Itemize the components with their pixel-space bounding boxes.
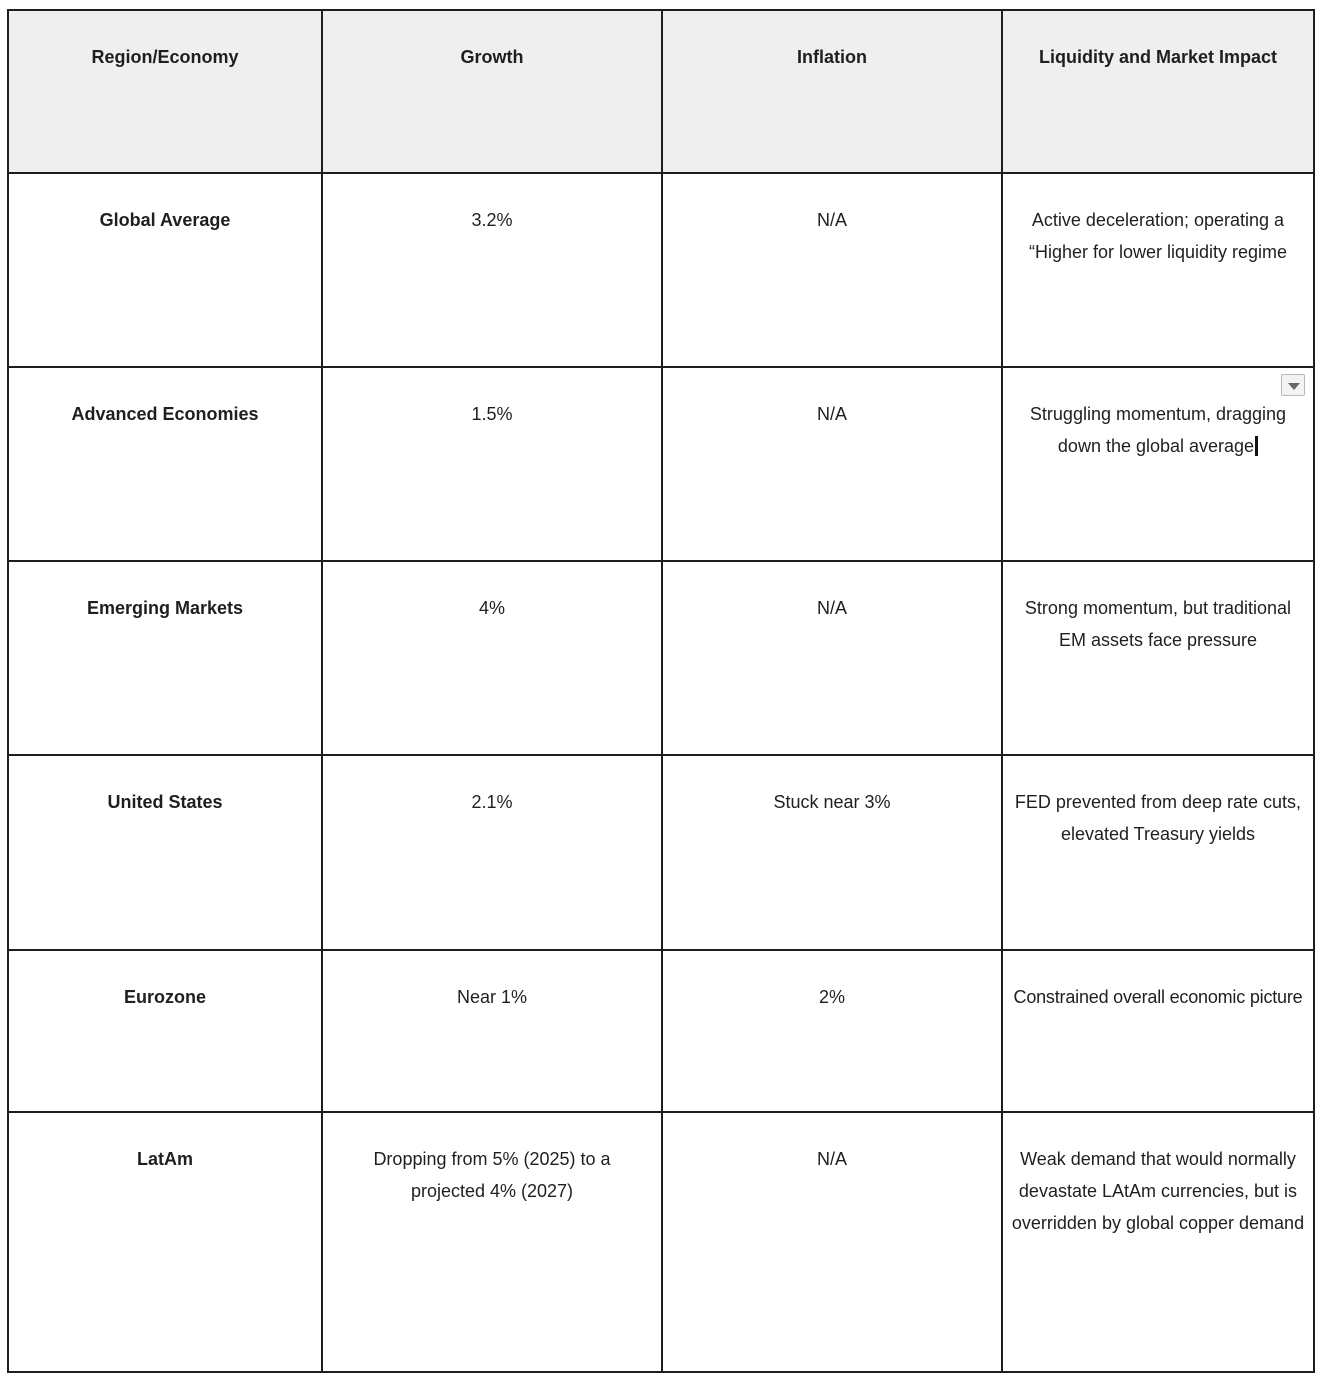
cell-liquidity[interactable]: FED prevented from deep rate cuts, elevated Treasury yields (1002, 755, 1314, 950)
header-row (8, 10, 1314, 173)
cell-inflation[interactable]: N/A (662, 367, 1002, 561)
header-inflation[interactable]: Inflation (662, 10, 1002, 173)
chevron-down-icon (1288, 383, 1300, 390)
cell-liquidity[interactable]: Weak demand that would normally devastate LAtAm currencies, but is overridden by global copper demand (1002, 1112, 1314, 1372)
cell-inflation[interactable]: N/A (662, 173, 1002, 367)
header-growth[interactable]: Growth (322, 10, 662, 173)
table-row (8, 173, 1314, 367)
cell-region[interactable]: Advanced Economies (8, 367, 322, 561)
cell-growth[interactable]: Near 1% (322, 950, 662, 1112)
cell-liquidity[interactable]: Constrained overall economic picture (1002, 950, 1314, 1112)
cell-growth[interactable]: Dropping from 5% (2025) to a projected 4% (2027) (322, 1112, 662, 1372)
cell-inflation[interactable]: Stuck near 3% (662, 755, 1002, 950)
cell-region[interactable]: Emerging Markets (8, 561, 322, 755)
cell-liquidity[interactable]: Strong momentum, but traditional EM assets face pressure (1002, 561, 1314, 755)
cell-growth[interactable]: 2.1% (322, 755, 662, 950)
cell-dropdown-button[interactable] (1281, 374, 1305, 396)
cell-inflation[interactable]: N/A (662, 561, 1002, 755)
cell-liquidity[interactable]: Active deceleration; operating a “Higher for lower liquidity regime (1002, 173, 1314, 367)
cell-growth[interactable]: 3.2% (322, 173, 662, 367)
cell-inflation[interactable]: N/A (662, 1112, 1002, 1372)
text-cursor (1255, 436, 1258, 456)
cell-growth[interactable]: 1.5% (322, 367, 662, 561)
table-row (8, 367, 1314, 561)
cell-inflation[interactable]: 2% (662, 950, 1002, 1112)
table-row (8, 561, 1314, 755)
table-row (8, 950, 1314, 1112)
table-row (8, 1112, 1314, 1372)
cell-liquidity-active[interactable] (1002, 367, 1314, 561)
cell-region[interactable]: United States (8, 755, 322, 950)
header-region[interactable]: Region/Economy (8, 10, 322, 173)
cell-growth[interactable]: 4% (322, 561, 662, 755)
cell-region[interactable]: Global Average (8, 173, 322, 367)
macro-outlook-table (7, 9, 1315, 1373)
cell-region[interactable]: Eurozone (8, 950, 322, 1112)
table-row (8, 755, 1314, 950)
active-cell-wrap (1009, 398, 1307, 462)
cell-liquidity-text: Struggling momentum, dragging down the global average (1029, 404, 1287, 456)
header-liquidity[interactable]: Liquidity and Market Impact (1002, 10, 1314, 173)
cell-region[interactable]: LatAm (8, 1112, 322, 1372)
